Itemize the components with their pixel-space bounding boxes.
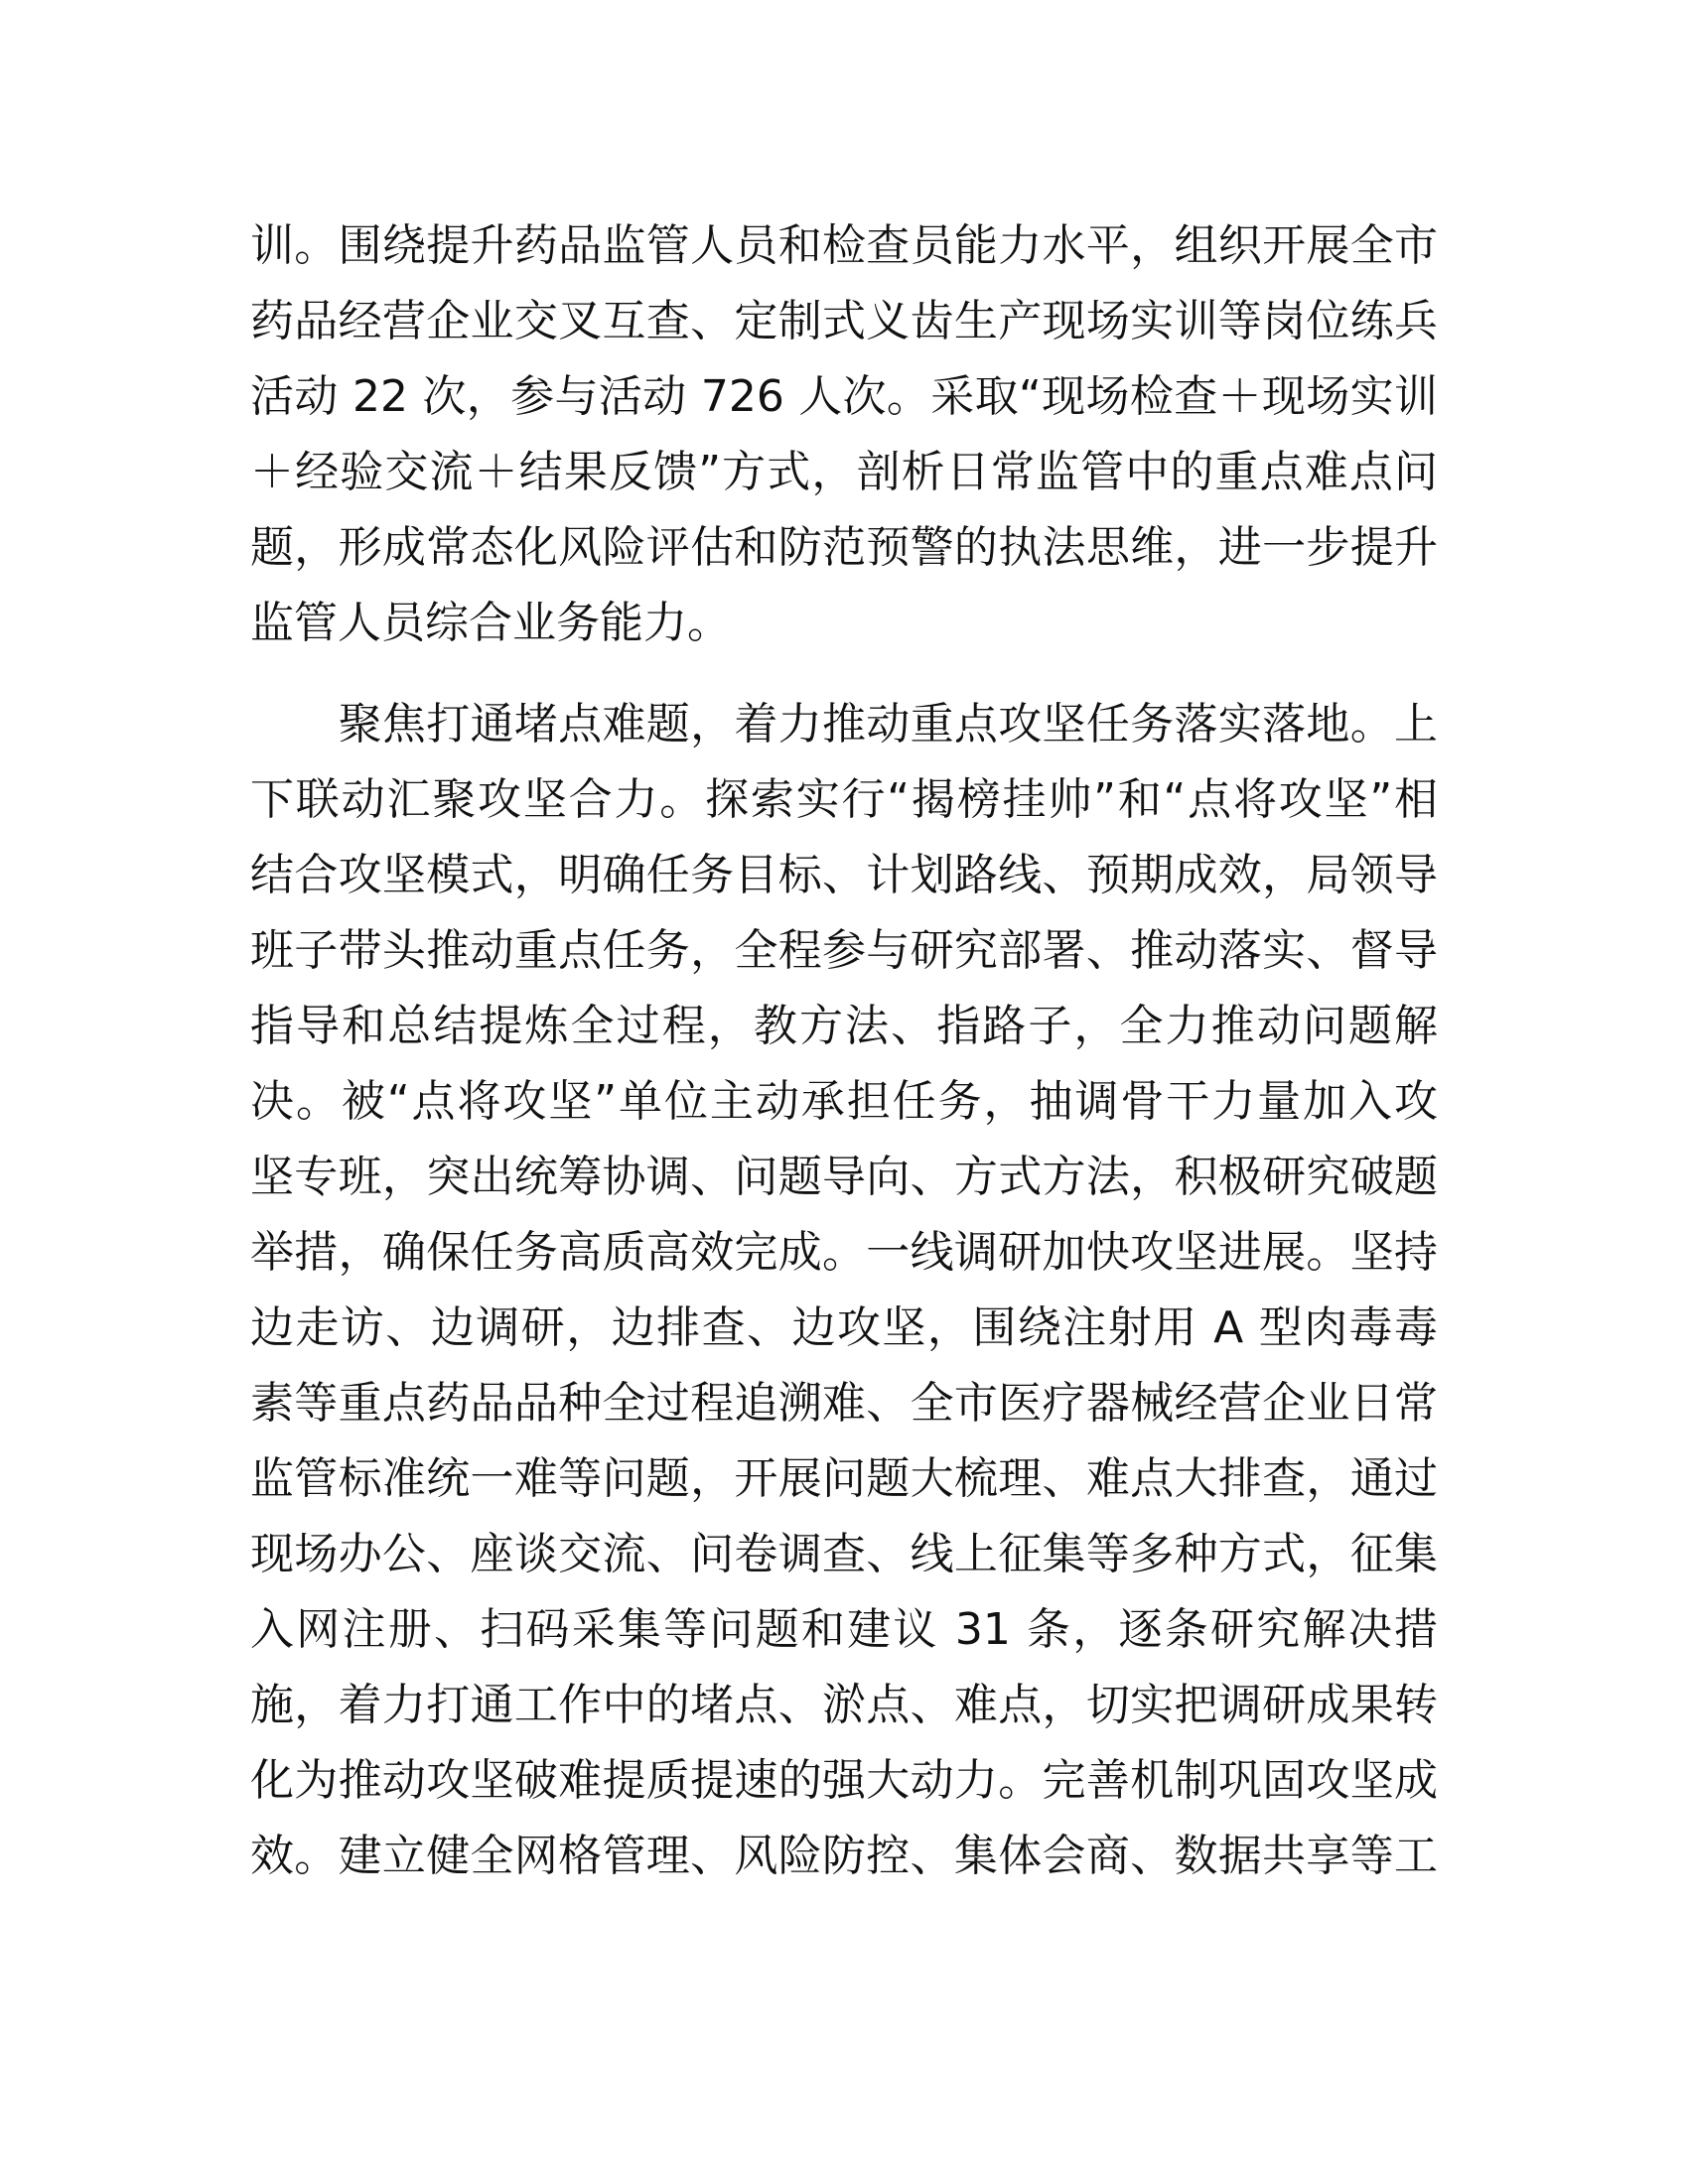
text-line: 效。建立健全网格管理、风险防控、集体会商、数据共享等工 (250, 1831, 1438, 1881)
text-line: 班子带头推动重点任务，全程参与研究部署、推动落实、督导 (250, 925, 1438, 976)
text-line: 结合攻坚模式，明确任务目标、计划路线、预期成效，局领导 (250, 850, 1438, 900)
text-line: 举措，确保任务高质高效完成。一线调研加快攻坚进展。坚持 (250, 1227, 1438, 1278)
text-line: 决。被“点将攻坚”单位主动承担任务，抽调骨干力量加入攻 (250, 1076, 1438, 1127)
paragraph-key-tasks (250, 687, 1438, 1894)
text-line: 药品经营企业交叉互查、定制式义齿生产现场实训等岗位练兵 (250, 296, 1438, 346)
text-line: 监管标准统一难等问题，开展问题大梳理、难点大排查，通过 (250, 1453, 1438, 1504)
text-line: 施，着力打通工作中的堵点、淤点、难点，切实把调研成果转 (250, 1680, 1438, 1730)
text-line: 监管人员综合业务能力。 (250, 598, 731, 648)
text-line: 坚专班，突出统筹协调、问题导向、方式方法，积极研究破题 (250, 1152, 1438, 1202)
text-line: 指导和总结提炼全过程，教方法、指路子，全力推动问题解 (250, 1001, 1438, 1051)
text-line: 化为推动攻坚破难提质提速的强大动力。完善机制巩固攻坚成 (250, 1755, 1438, 1806)
text-line: 聚焦打通堵点难题，着力推动重点攻坚任务落实落地。上 (250, 699, 1438, 750)
text-line: 活动 22 次，参与活动 726 人次。采取“现场检查＋现场实训 (250, 371, 1438, 422)
text-line: 入网注册、扫码采集等问题和建议 31 条，逐条研究解决措 (250, 1604, 1438, 1655)
paragraph-training (250, 208, 1438, 661)
text-line: 题，形成常态化风险评估和防范预警的执法思维，进一步提升 (250, 522, 1438, 573)
text-line: 现场办公、座谈交流、问卷调查、线上征集等多种方式，征集 (250, 1529, 1438, 1579)
text-line: 训。围绕提升药品监管人员和检查员能力水平，组织开展全市 (250, 220, 1438, 271)
text-line: ＋经验交流＋结果反馈”方式，剖析日常监管中的重点难点问 (250, 447, 1438, 497)
text-line: 下联动汇聚攻坚合力。探索实行“揭榜挂帅”和“点将攻坚”相 (250, 774, 1438, 825)
text-line: 边走访、边调研，边排查、边攻坚，围绕注射用 A 型肉毒毒 (250, 1302, 1438, 1353)
text-line: 素等重点药品品种全过程追溯难、全市医疗器械经营企业日常 (250, 1378, 1438, 1429)
